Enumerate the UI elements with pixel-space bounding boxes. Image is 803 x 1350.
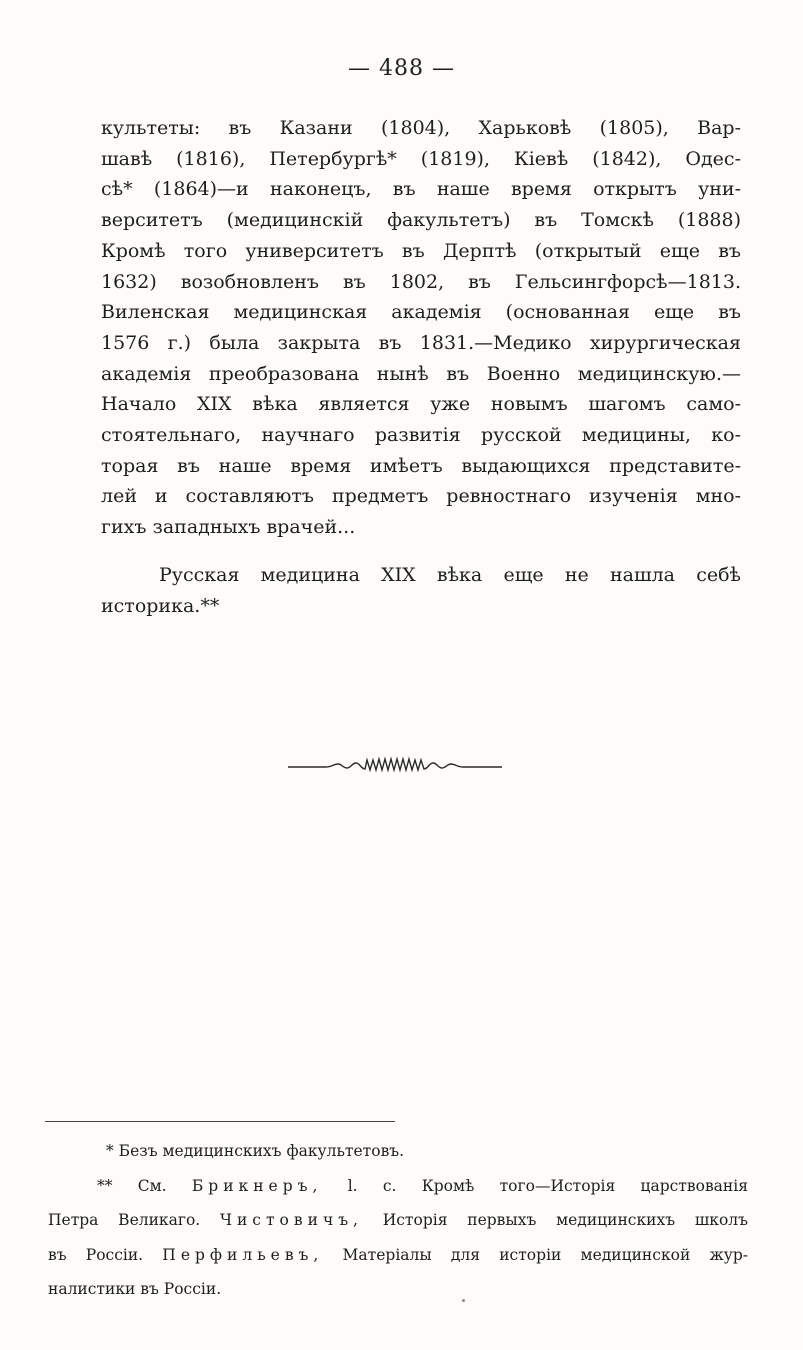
text-line: 1632) возобновленъ въ 1802, въ Гельсингфорсѣ—1813. — [101, 270, 741, 293]
footnote-author: Чистовичъ, — [219, 1211, 363, 1229]
footnote-rule — [45, 1121, 395, 1122]
footnote-text: l. c. Кромѣ того—Исторія царствованія — [347, 1176, 748, 1195]
footnote-text: въ Россіи. — [48, 1245, 144, 1264]
text-line: 1576 г.) была закрыта въ 1831.—Медико хирургическая — [101, 331, 741, 354]
text-line: Русская медицина XIX вѣка еще не нашла себѣ — [159, 564, 741, 586]
text-line: стоятельнаго, научнаго развитія русской медицины, ко- — [101, 424, 741, 447]
footnotes — [48, 1134, 748, 1307]
text-line: Начало XIX вѣка является уже новымъ шагомъ само- — [101, 393, 741, 416]
footnote-2-line-3 — [48, 1238, 748, 1273]
text-line: шавѣ (1816), Петербургѣ* (1819), Кіевѣ (1842), Одес- — [101, 147, 741, 170]
page-number: — 488 — — [348, 56, 455, 81]
footnote-2-line-1 — [48, 1169, 748, 1204]
footnote-2-line-4: налистики въ Россіи. — [48, 1280, 222, 1298]
text-line: сѣ* (1864)—и наконецъ, въ наше время открытъ уни- — [101, 178, 741, 201]
footnote-author: Перфильевъ, — [162, 1245, 324, 1264]
footnote-text: Матеріалы для исторіи медицинской жур- — [342, 1245, 748, 1264]
text-line: Кромѣ того университетъ въ Дерптѣ (открытый еще въ — [101, 239, 741, 262]
footnote-text: Петра Великаго. — [48, 1211, 201, 1229]
text-line: историка.** — [101, 594, 220, 617]
text-line: академія преобразована нынѣ въ Военно медицинскую.— — [101, 362, 741, 385]
footnote-2-line-2 — [48, 1203, 748, 1238]
ornament-divider — [286, 753, 504, 779]
footnote-author: Брикнеръ, — [191, 1176, 323, 1195]
text-line: торая въ наше время имѣетъ выдающихся представите- — [101, 454, 741, 477]
footnote-text: Исторія первыхъ медицинскихъ школъ — [382, 1211, 748, 1229]
footnote-1: * Безъ медицинскихъ факультетовъ. — [106, 1142, 405, 1160]
paragraph-2 — [101, 560, 741, 621]
text-line: верситетъ (медицинскій факультетъ) въ Томскѣ (1888) — [101, 209, 741, 232]
paragraph-1 — [101, 113, 741, 543]
paper-speck — [462, 1299, 465, 1302]
footnote-marker: ** См. — [97, 1176, 167, 1195]
text-line: Виленская медицинская академія (основанная еще въ — [101, 301, 741, 324]
text-line: гихъ западныхъ врачей... — [101, 516, 356, 539]
text-line: культеты: въ Казани (1804), Харьковѣ (1805), Вар- — [101, 117, 741, 139]
text-line: лей и составляютъ предметъ ревностнаго изученія мно- — [101, 485, 741, 508]
